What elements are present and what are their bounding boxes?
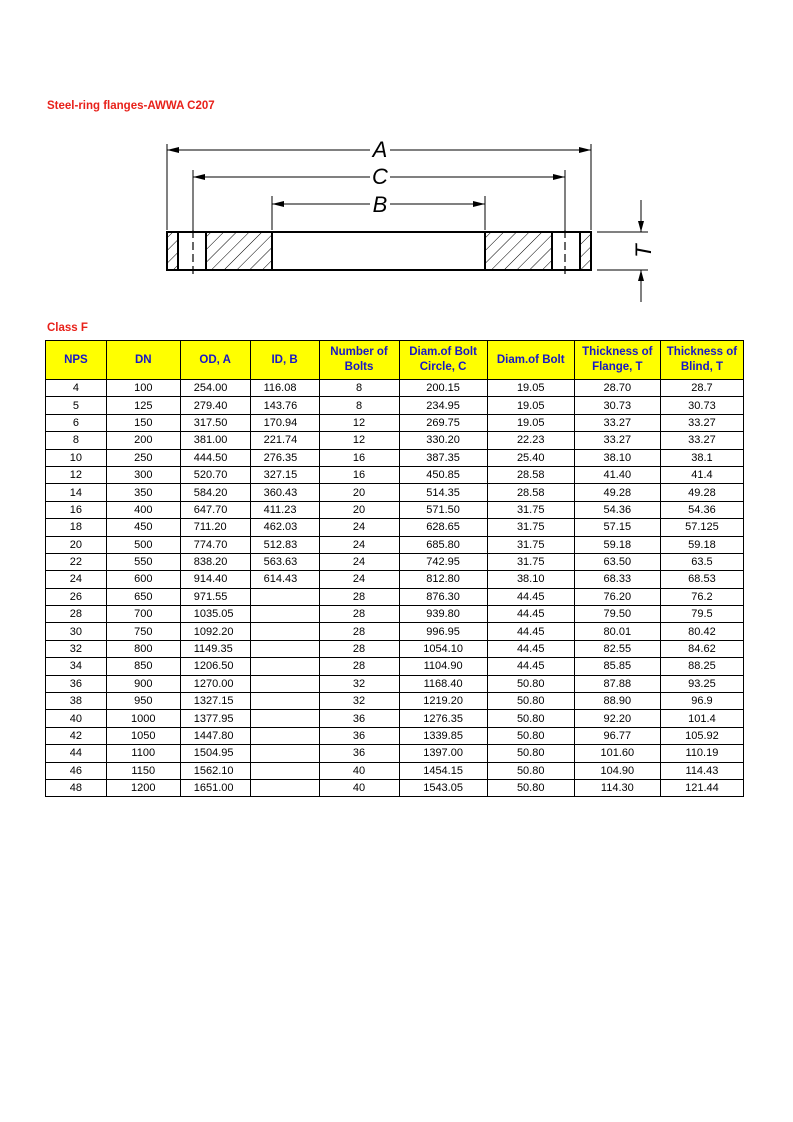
- table-cell: [250, 658, 319, 675]
- table-cell: 6: [46, 414, 107, 431]
- table-cell: 462.03: [250, 519, 319, 536]
- table-cell: 40: [319, 779, 399, 796]
- column-header: [574, 341, 660, 380]
- table-cell: 381.00: [180, 432, 250, 449]
- table-cell: 54.36: [574, 501, 660, 518]
- table-cell: 28: [46, 606, 107, 623]
- table-cell: [250, 675, 319, 692]
- table-cell: 16: [46, 501, 107, 518]
- table-cell: 914.40: [180, 571, 250, 588]
- table-cell: 30: [46, 623, 107, 640]
- column-header-line: Blind, T: [680, 361, 724, 373]
- table-cell: 34: [46, 658, 107, 675]
- table-cell: 28: [319, 640, 399, 657]
- table-cell: 200: [106, 432, 180, 449]
- flange-diagram: [160, 130, 660, 310]
- table-cell: 1149.35: [180, 640, 250, 657]
- column-header-line: Diam.of Bolt: [496, 353, 565, 366]
- table-cell: 79.50: [574, 606, 660, 623]
- table-cell: 101.4: [660, 710, 743, 727]
- table-cell: 750: [106, 623, 180, 640]
- table-cell: 838.20: [180, 553, 250, 570]
- table-cell: 1168.40: [399, 675, 487, 692]
- table-cell: 31.75: [487, 519, 574, 536]
- table-cell: [250, 640, 319, 657]
- table-cell: 20: [46, 536, 107, 553]
- table-cell: 32: [46, 640, 107, 657]
- table-cell: 40: [319, 762, 399, 779]
- table-row: [46, 571, 744, 588]
- table-cell: 33.27: [660, 432, 743, 449]
- table-cell: 93.25: [660, 675, 743, 692]
- column-header: [660, 341, 743, 380]
- table-cell: 269.75: [399, 414, 487, 431]
- table-row: [46, 519, 744, 536]
- table-cell: 104.90: [574, 762, 660, 779]
- table-cell: 105.92: [660, 727, 743, 744]
- table-cell: 512.83: [250, 536, 319, 553]
- column-header: [180, 341, 250, 380]
- table-cell: 49.28: [574, 484, 660, 501]
- table-cell: 12: [319, 414, 399, 431]
- table-cell: 1327.15: [180, 693, 250, 710]
- table-cell: 563.63: [250, 553, 319, 570]
- column-header: [487, 341, 574, 380]
- column-header: [46, 341, 107, 380]
- table-cell: 8: [319, 397, 399, 414]
- table-cell: 950: [106, 693, 180, 710]
- dimension-label-a: A: [372, 137, 388, 162]
- table-cell: 400: [106, 501, 180, 518]
- table-cell: 48: [46, 779, 107, 796]
- table-cell: 38: [46, 693, 107, 710]
- table-cell: 28.7: [660, 380, 743, 397]
- column-header-line: Flange, T: [592, 361, 643, 373]
- table-cell: 1276.35: [399, 710, 487, 727]
- table-cell: 28: [319, 658, 399, 675]
- table-cell: 36: [46, 675, 107, 692]
- table-cell: 24: [46, 571, 107, 588]
- table-cell: 50.80: [487, 779, 574, 796]
- table-cell: 8: [319, 380, 399, 397]
- table-cell: 1447.80: [180, 727, 250, 744]
- table-cell: 411.23: [250, 501, 319, 518]
- table-cell: 63.50: [574, 553, 660, 570]
- table-cell: 700: [106, 606, 180, 623]
- table-cell: 38.10: [574, 449, 660, 466]
- table-cell: 44.45: [487, 606, 574, 623]
- table-cell: 971.55: [180, 588, 250, 605]
- table-cell: 327.15: [250, 466, 319, 483]
- table-row: [46, 380, 744, 397]
- table-cell: 8: [46, 432, 107, 449]
- table-cell: 100: [106, 380, 180, 397]
- class-label: Class F: [47, 322, 88, 334]
- table-cell: 500: [106, 536, 180, 553]
- table-cell: 96.77: [574, 727, 660, 744]
- table-cell: 1219.20: [399, 693, 487, 710]
- table-cell: 1200: [106, 779, 180, 796]
- table-cell: [250, 623, 319, 640]
- table-row: [46, 658, 744, 675]
- table-cell: 1562.10: [180, 762, 250, 779]
- table-cell: 4: [46, 380, 107, 397]
- table-cell: 50.80: [487, 693, 574, 710]
- table-cell: 22.23: [487, 432, 574, 449]
- column-header: [106, 341, 180, 380]
- table-cell: 1543.05: [399, 779, 487, 796]
- table-row: [46, 501, 744, 518]
- table-cell: 41.40: [574, 466, 660, 483]
- table-cell: 12: [319, 432, 399, 449]
- table-cell: 25.40: [487, 449, 574, 466]
- table-cell: 10: [46, 449, 107, 466]
- table-cell: 44.45: [487, 658, 574, 675]
- table-cell: 30.73: [574, 397, 660, 414]
- table-cell: 28.58: [487, 466, 574, 483]
- table-cell: 360.43: [250, 484, 319, 501]
- table-cell: 80.42: [660, 623, 743, 640]
- column-header-line: Number of: [330, 346, 388, 358]
- table-cell: 32: [319, 675, 399, 692]
- table-cell: 116.08: [250, 380, 319, 397]
- column-header-line: Diam.of Bolt: [409, 346, 477, 358]
- table-cell: 59.18: [574, 536, 660, 553]
- table-cell: 44.45: [487, 623, 574, 640]
- table-cell: [250, 779, 319, 796]
- table-cell: 12: [46, 466, 107, 483]
- table-cell: 50.80: [487, 745, 574, 762]
- table-cell: 170.94: [250, 414, 319, 431]
- table-cell: 49.28: [660, 484, 743, 501]
- table-cell: 16: [319, 466, 399, 483]
- table-cell: 317.50: [180, 414, 250, 431]
- table-cell: 28: [319, 606, 399, 623]
- table-cell: 150: [106, 414, 180, 431]
- table-cell: 812.80: [399, 571, 487, 588]
- table-cell: 31.75: [487, 536, 574, 553]
- table-cell: 38.10: [487, 571, 574, 588]
- table-cell: 33.27: [574, 414, 660, 431]
- table-cell: [250, 710, 319, 727]
- table-cell: 44: [46, 745, 107, 762]
- table-cell: 650: [106, 588, 180, 605]
- table-cell: 200.15: [399, 380, 487, 397]
- table-cell: 647.70: [180, 501, 250, 518]
- column-header: [319, 341, 399, 380]
- column-header-line: ID, B: [271, 353, 298, 366]
- table-cell: 1035.05: [180, 606, 250, 623]
- table-cell: 1206.50: [180, 658, 250, 675]
- table-cell: 1150: [106, 762, 180, 779]
- table-cell: 28.70: [574, 380, 660, 397]
- column-header: [250, 341, 319, 380]
- table-cell: 88.25: [660, 658, 743, 675]
- table-cell: [250, 762, 319, 779]
- table-cell: 20: [319, 484, 399, 501]
- table-cell: 40: [46, 710, 107, 727]
- table-cell: 900: [106, 675, 180, 692]
- table-cell: 36: [319, 727, 399, 744]
- table-row: [46, 588, 744, 605]
- table-cell: [250, 745, 319, 762]
- table-cell: 114.43: [660, 762, 743, 779]
- column-header-line: DN: [134, 353, 152, 366]
- table-row: [46, 693, 744, 710]
- table-cell: 36: [319, 745, 399, 762]
- table-cell: 1651.00: [180, 779, 250, 796]
- table-cell: 614.43: [250, 571, 319, 588]
- table-cell: 50.80: [487, 727, 574, 744]
- table-row: [46, 414, 744, 431]
- table-cell: 1054.10: [399, 640, 487, 657]
- table-cell: 1397.00: [399, 745, 487, 762]
- table-cell: 88.90: [574, 693, 660, 710]
- table-cell: 850: [106, 658, 180, 675]
- table-cell: 1504.95: [180, 745, 250, 762]
- column-header-line: Bolts: [344, 361, 374, 373]
- table-cell: [250, 606, 319, 623]
- table-cell: 24: [319, 553, 399, 570]
- table-cell: 450.85: [399, 466, 487, 483]
- table-cell: 110.19: [660, 745, 743, 762]
- table-cell: 600: [106, 571, 180, 588]
- table-cell: 80.01: [574, 623, 660, 640]
- table-cell: 14: [46, 484, 107, 501]
- table-cell: 50.80: [487, 675, 574, 692]
- table-cell: 50.80: [487, 710, 574, 727]
- table-row: [46, 762, 744, 779]
- table-cell: 28.58: [487, 484, 574, 501]
- table-cell: 1454.15: [399, 762, 487, 779]
- table-cell: 584.20: [180, 484, 250, 501]
- table-cell: 84.62: [660, 640, 743, 657]
- table-row: [46, 484, 744, 501]
- table-row: [46, 397, 744, 414]
- table-cell: 28: [319, 588, 399, 605]
- dimension-label-b: B: [372, 192, 388, 217]
- table-cell: [250, 588, 319, 605]
- table-cell: 79.5: [660, 606, 743, 623]
- column-header-line: Circle, C: [419, 361, 467, 373]
- table-cell: 711.20: [180, 519, 250, 536]
- table-cell: 76.2: [660, 588, 743, 605]
- table-cell: 54.36: [660, 501, 743, 518]
- table-cell: 33.27: [574, 432, 660, 449]
- table-cell: 1104.90: [399, 658, 487, 675]
- table-cell: 87.88: [574, 675, 660, 692]
- table-cell: 114.30: [574, 779, 660, 796]
- table-cell: 387.35: [399, 449, 487, 466]
- table-cell: 22: [46, 553, 107, 570]
- table-row: [46, 432, 744, 449]
- table-cell: 1377.95: [180, 710, 250, 727]
- page-title: Steel-ring flanges-AWWA C207: [47, 100, 215, 112]
- table-cell: 1092.20: [180, 623, 250, 640]
- table-cell: 300: [106, 466, 180, 483]
- table-cell: 19.05: [487, 380, 574, 397]
- table-cell: 31.75: [487, 553, 574, 570]
- table-row: [46, 640, 744, 657]
- column-header-line: Thickness of: [666, 346, 738, 358]
- table-cell: 82.55: [574, 640, 660, 657]
- table-cell: 33.27: [660, 414, 743, 431]
- table-cell: 44.45: [487, 588, 574, 605]
- table-cell: 18: [46, 519, 107, 536]
- table-cell: 276.35: [250, 449, 319, 466]
- table-cell: 38.1: [660, 449, 743, 466]
- table-cell: 32: [319, 693, 399, 710]
- table-cell: 774.70: [180, 536, 250, 553]
- table-row: [46, 779, 744, 796]
- table-cell: 42: [46, 727, 107, 744]
- dimension-label-c: C: [372, 164, 388, 189]
- column-header: [399, 341, 487, 380]
- table-cell: 16: [319, 449, 399, 466]
- table-cell: 50.80: [487, 762, 574, 779]
- column-header-line: Thickness of: [582, 346, 653, 358]
- table-cell: 57.15: [574, 519, 660, 536]
- table-cell: 19.05: [487, 414, 574, 431]
- table-cell: 59.18: [660, 536, 743, 553]
- table-cell: 24: [319, 571, 399, 588]
- table-cell: 550: [106, 553, 180, 570]
- table-cell: 125: [106, 397, 180, 414]
- table-cell: 101.60: [574, 745, 660, 762]
- column-header-line: OD, A: [199, 353, 231, 366]
- table-cell: 571.50: [399, 501, 487, 518]
- table-cell: 44.45: [487, 640, 574, 657]
- table-cell: 5: [46, 397, 107, 414]
- table-cell: 350: [106, 484, 180, 501]
- table-cell: 1000: [106, 710, 180, 727]
- table-row: [46, 710, 744, 727]
- table-cell: 330.20: [399, 432, 487, 449]
- flange-table: [45, 340, 744, 797]
- table-row: [46, 536, 744, 553]
- table-cell: 41.4: [660, 466, 743, 483]
- table-cell: 254.00: [180, 380, 250, 397]
- table-row: [46, 449, 744, 466]
- table-cell: 742.95: [399, 553, 487, 570]
- table-cell: 876.30: [399, 588, 487, 605]
- table-row: [46, 745, 744, 762]
- table-cell: 1050: [106, 727, 180, 744]
- table-cell: 514.35: [399, 484, 487, 501]
- table-cell: 143.76: [250, 397, 319, 414]
- table-cell: 92.20: [574, 710, 660, 727]
- table-row: [46, 553, 744, 570]
- table-row: [46, 623, 744, 640]
- table-cell: 1339.85: [399, 727, 487, 744]
- table-header-row: [46, 341, 744, 380]
- table-cell: 628.65: [399, 519, 487, 536]
- table-row: [46, 727, 744, 744]
- table-cell: 76.20: [574, 588, 660, 605]
- table-cell: 24: [319, 519, 399, 536]
- table-cell: 26: [46, 588, 107, 605]
- dimension-label-t: T: [630, 244, 656, 258]
- table-cell: 121.44: [660, 779, 743, 796]
- table-cell: 520.70: [180, 466, 250, 483]
- table-cell: 20: [319, 501, 399, 518]
- table-cell: 68.53: [660, 571, 743, 588]
- table-cell: 250: [106, 449, 180, 466]
- table-cell: 1100: [106, 745, 180, 762]
- table-cell: 221.74: [250, 432, 319, 449]
- table-cell: 939.80: [399, 606, 487, 623]
- table-row: [46, 675, 744, 692]
- table-row: [46, 606, 744, 623]
- table-cell: 36: [319, 710, 399, 727]
- table-cell: 28: [319, 623, 399, 640]
- table-cell: 46: [46, 762, 107, 779]
- table-cell: 450: [106, 519, 180, 536]
- table-row: [46, 466, 744, 483]
- table-body: [46, 380, 744, 797]
- table-cell: 279.40: [180, 397, 250, 414]
- table-cell: 685.80: [399, 536, 487, 553]
- table-cell: 996.95: [399, 623, 487, 640]
- table-cell: 68.33: [574, 571, 660, 588]
- table-cell: 1270.00: [180, 675, 250, 692]
- table-cell: [250, 693, 319, 710]
- column-header-line: NPS: [64, 353, 88, 366]
- table-cell: 57.125: [660, 519, 743, 536]
- table-cell: 19.05: [487, 397, 574, 414]
- table-cell: 800: [106, 640, 180, 657]
- table-cell: 444.50: [180, 449, 250, 466]
- table-cell: 63.5: [660, 553, 743, 570]
- table-cell: 24: [319, 536, 399, 553]
- table-cell: [250, 727, 319, 744]
- table-cell: 96.9: [660, 693, 743, 710]
- table-cell: 85.85: [574, 658, 660, 675]
- table-cell: 31.75: [487, 501, 574, 518]
- table-cell: 30.73: [660, 397, 743, 414]
- table-cell: 234.95: [399, 397, 487, 414]
